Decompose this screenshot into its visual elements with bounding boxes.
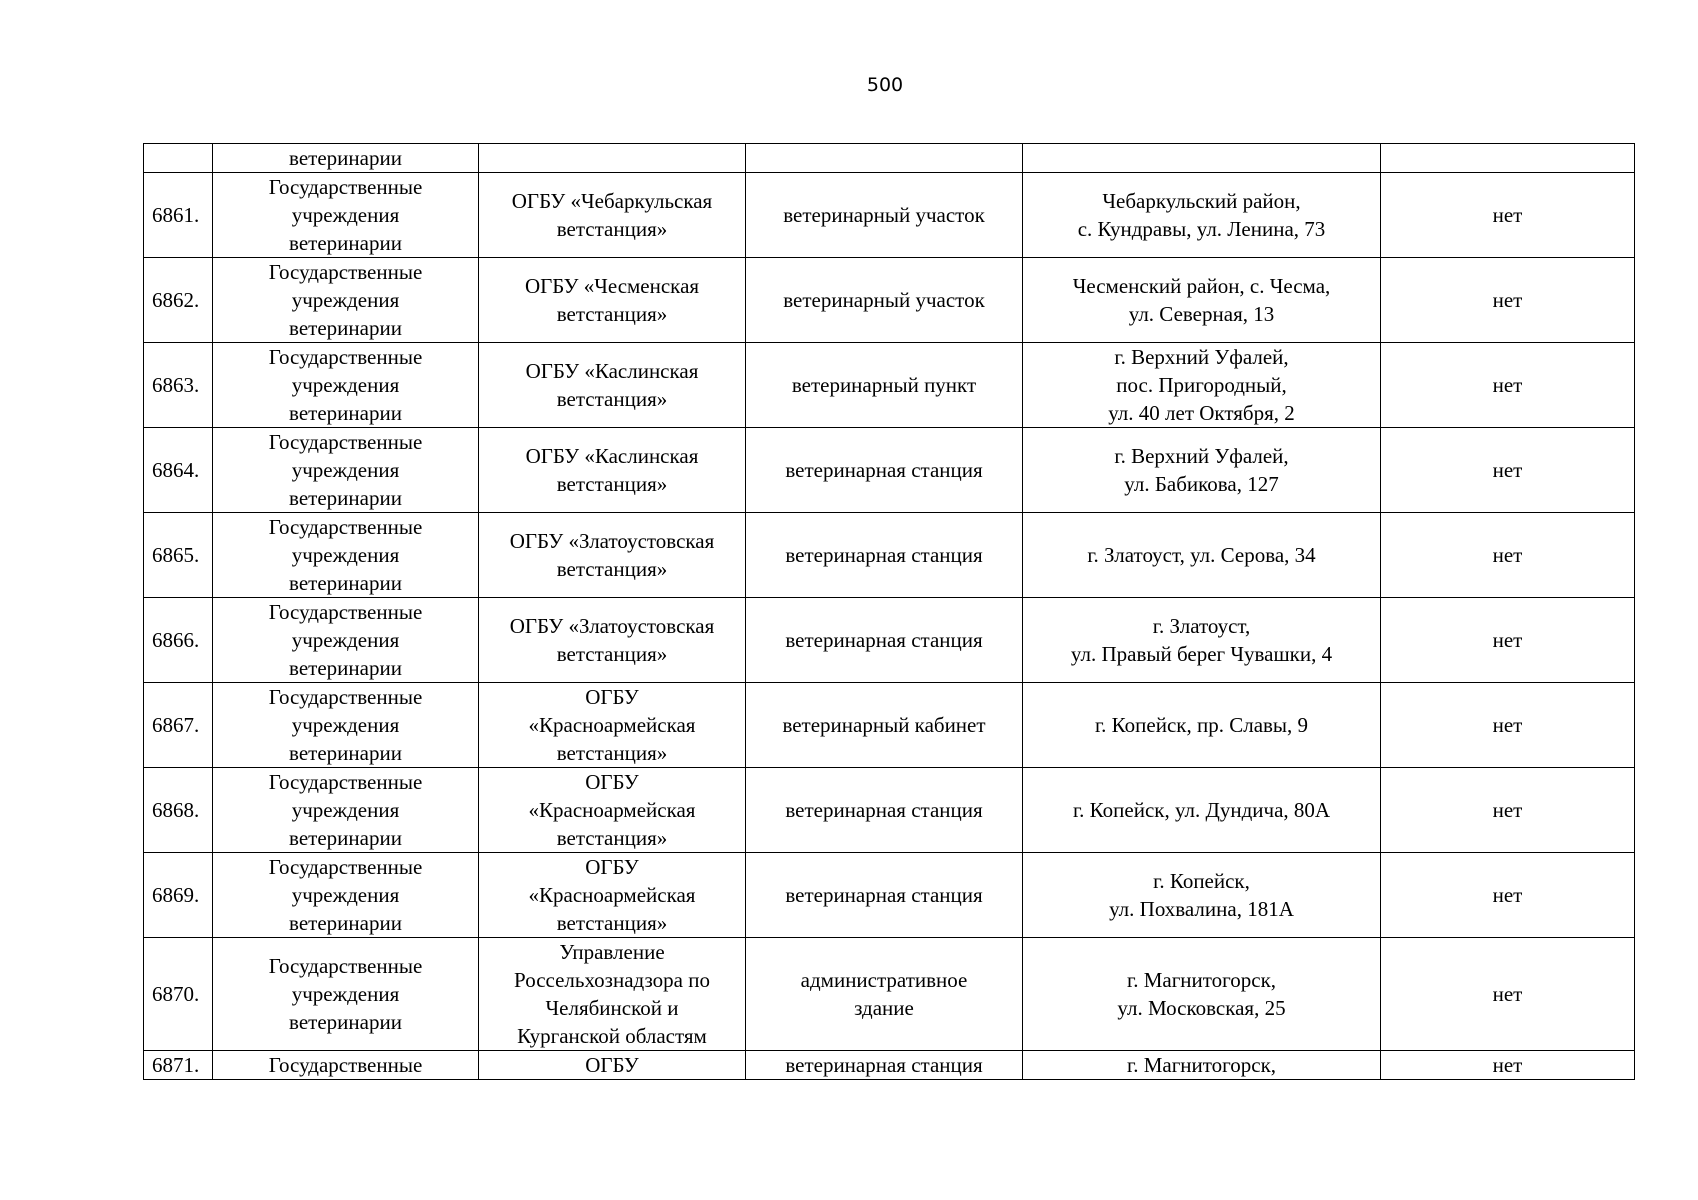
cell-line: ветеринарная станция <box>785 798 983 822</box>
cell-line: учреждения <box>291 458 400 482</box>
cell-line: ветеринарии <box>289 656 402 680</box>
table-row <box>144 938 1635 1051</box>
cell-line: ветстанция» <box>556 217 668 241</box>
cell-line: ул. 40 лет Октября, 2 <box>1108 401 1295 425</box>
cell-num: 6861. <box>144 173 213 258</box>
cell-category <box>213 343 479 428</box>
cell-facility <box>746 173 1023 258</box>
cell-line: ветеринарный участок <box>783 203 985 227</box>
cell-line: Государственные <box>268 954 423 978</box>
cell-line: ветстанция» <box>556 387 668 411</box>
cell-address <box>1023 513 1381 598</box>
cell-line: ветстанция» <box>556 302 668 326</box>
cell-line: ветеринарии <box>289 316 402 340</box>
cell-category <box>213 513 479 598</box>
cell-num <box>144 144 213 173</box>
cell-line: ветеринарии <box>289 1010 402 1034</box>
table-row <box>144 683 1635 768</box>
table-row <box>144 343 1635 428</box>
cell-line: Государственные <box>268 600 423 624</box>
cell-line: Управление <box>559 940 665 964</box>
cell-line: ОГБУ <box>585 770 639 794</box>
cell-line: ул. Московская, 25 <box>1117 996 1286 1020</box>
cell-flag: нет <box>1381 1051 1635 1080</box>
cell-line: г. Златоуст, ул. Серова, 34 <box>1087 543 1316 567</box>
cell-line: учреждения <box>291 288 400 312</box>
cell-line: «Красноармейская <box>528 713 696 737</box>
cell-line: Государственные <box>268 515 423 539</box>
table-row <box>144 258 1635 343</box>
page-number: 500 <box>866 74 904 96</box>
cell-organization <box>479 853 746 938</box>
cell-line: ветстанция» <box>556 741 668 765</box>
table-row <box>144 768 1635 853</box>
cell-line: ОГБУ <box>585 685 639 709</box>
cell-facility <box>746 938 1023 1051</box>
cell-facility <box>746 1051 1023 1080</box>
cell-address <box>1023 258 1381 343</box>
cell-line: Чесменский район, с. Чесма, <box>1072 274 1331 298</box>
cell-organization <box>479 938 746 1051</box>
cell-line: Государственные <box>268 175 423 199</box>
cell-line: ул. Северная, 13 <box>1128 302 1275 326</box>
cell-line: с. Кундравы, ул. Ленина, 73 <box>1077 217 1326 241</box>
cell-category <box>213 683 479 768</box>
cell-line: учреждения <box>291 373 400 397</box>
cell-line: г. Копейск, ул. Дундича, 80А <box>1072 798 1331 822</box>
cell-line: ветеринарная станция <box>785 883 983 907</box>
cell-line: ветеринарии <box>289 571 402 595</box>
cell-category <box>213 144 479 173</box>
cell-category <box>213 1051 479 1080</box>
cell-line: учреждения <box>291 628 400 652</box>
cell-line: Государственные <box>268 260 423 284</box>
cell-address <box>1023 598 1381 683</box>
cell-line: ветеринарии <box>289 911 402 935</box>
table-row <box>144 1051 1635 1080</box>
cell-facility <box>746 853 1023 938</box>
cell-category <box>213 598 479 683</box>
cell-line: ул. Правый берег Чувашки, 4 <box>1070 642 1333 666</box>
cell-flag: нет <box>1381 598 1635 683</box>
cell-line: ОГБУ «Чесменская <box>524 274 700 298</box>
cell-facility <box>746 513 1023 598</box>
cell-address <box>1023 144 1381 173</box>
cell-line: Государственные <box>268 685 423 709</box>
cell-line: ОГБУ «Каслинская <box>525 359 699 383</box>
cell-line: ветеринарный пункт <box>791 373 977 397</box>
cell-line: учреждения <box>291 883 400 907</box>
cell-flag: нет <box>1381 513 1635 598</box>
cell-line: пос. Пригородный, <box>1116 373 1287 397</box>
cell-category <box>213 428 479 513</box>
cell-flag: нет <box>1381 938 1635 1051</box>
cell-line: ветеринарная станция <box>785 1053 983 1077</box>
cell-text: ветеринарии <box>289 146 402 170</box>
cell-address <box>1023 853 1381 938</box>
cell-line: г. Копейск, <box>1153 869 1250 893</box>
cell-line: ветстанция» <box>556 826 668 850</box>
cell-line: ветеринарии <box>289 401 402 425</box>
cell-num: 6864. <box>144 428 213 513</box>
cell-num: 6862. <box>144 258 213 343</box>
table-row <box>144 853 1635 938</box>
cell-flag: нет <box>1381 853 1635 938</box>
cell-line: ОГБУ <box>585 855 639 879</box>
cell-line: г. Копейск, пр. Славы, 9 <box>1094 713 1309 737</box>
cell-organization <box>479 258 746 343</box>
cell-line: Курганской областям <box>517 1024 707 1048</box>
cell-line: Государственные <box>268 770 423 794</box>
cell-line: ОГБУ «Каслинская <box>525 444 699 468</box>
cell-line: ветстанция» <box>556 911 668 935</box>
cell-line: ул. Похвалина, 181А <box>1109 897 1294 921</box>
cell-line: ветеринарная станция <box>785 543 983 567</box>
cell-num: 6870. <box>144 938 213 1051</box>
cell-facility <box>746 343 1023 428</box>
cell-line: «Красноармейская <box>528 798 696 822</box>
cell-category <box>213 853 479 938</box>
cell-line: Челябинской и <box>545 996 679 1020</box>
cell-line: г. Златоуст, <box>1152 614 1251 638</box>
cell-organization <box>479 343 746 428</box>
table-row <box>144 428 1635 513</box>
table-row <box>144 173 1635 258</box>
cell-num: 6871. <box>144 1051 213 1080</box>
cell-line: ветстанция» <box>556 472 668 496</box>
cell-line: ветеринарии <box>289 231 402 255</box>
cell-line: ветеринарный кабинет <box>782 713 986 737</box>
cell-flag <box>1381 144 1635 173</box>
table-row-continuation <box>144 144 1635 173</box>
cell-num: 6866. <box>144 598 213 683</box>
cell-flag: нет <box>1381 258 1635 343</box>
cell-organization <box>479 768 746 853</box>
cell-category <box>213 938 479 1051</box>
table-row <box>144 513 1635 598</box>
cell-organization <box>479 173 746 258</box>
cell-line: Государственные <box>268 430 423 454</box>
cell-facility <box>746 683 1023 768</box>
cell-line: г. Верхний Уфалей, <box>1114 444 1289 468</box>
cell-line: Государственные <box>268 345 423 369</box>
cell-address <box>1023 938 1381 1051</box>
cell-line: здание <box>854 996 914 1020</box>
cell-line: г. Верхний Уфалей, <box>1114 345 1289 369</box>
cell-address <box>1023 173 1381 258</box>
cell-address <box>1023 683 1381 768</box>
cell-flag: нет <box>1381 683 1635 768</box>
cell-facility <box>746 428 1023 513</box>
cell-flag: нет <box>1381 428 1635 513</box>
cell-category <box>213 768 479 853</box>
cell-address <box>1023 1051 1381 1080</box>
cell-line: ОГБУ <box>585 1053 639 1077</box>
cell-line: учреждения <box>291 543 400 567</box>
cell-organization <box>479 144 746 173</box>
cell-organization <box>479 683 746 768</box>
cell-address <box>1023 768 1381 853</box>
cell-num: 6868. <box>144 768 213 853</box>
cell-flag: нет <box>1381 343 1635 428</box>
cell-address <box>1023 343 1381 428</box>
cell-category <box>213 173 479 258</box>
cell-line: ул. Бабикова, 127 <box>1124 472 1279 496</box>
cell-line: ветеринарии <box>289 741 402 765</box>
cell-line: ветеринарный участок <box>783 288 985 312</box>
cell-flag: нет <box>1381 173 1635 258</box>
cell-line: Россельхознадзора по <box>514 968 710 992</box>
cell-facility <box>746 258 1023 343</box>
cell-line: учреждения <box>291 713 400 737</box>
cell-num: 6867. <box>144 683 213 768</box>
cell-line: Государственные <box>268 855 423 879</box>
cell-category <box>213 258 479 343</box>
cell-line: «Красноармейская <box>528 883 696 907</box>
cell-line: ОГБУ «Чебаркульская <box>511 189 713 213</box>
table-row <box>144 598 1635 683</box>
cell-line: учреждения <box>291 982 400 1006</box>
cell-num: 6865. <box>144 513 213 598</box>
cell-facility <box>746 144 1023 173</box>
cell-line: ветстанция» <box>556 557 668 581</box>
cell-line: административное <box>800 968 968 992</box>
cell-organization <box>479 598 746 683</box>
cell-line: ветстанция» <box>556 642 668 666</box>
cell-line: учреждения <box>291 203 400 227</box>
cell-num: 6869. <box>144 853 213 938</box>
cell-line: ветеринарная станция <box>785 458 983 482</box>
cell-organization <box>479 1051 746 1080</box>
cell-line: ветеринарии <box>289 486 402 510</box>
cell-line: г. Магнитогорск, <box>1126 968 1277 992</box>
cell-facility <box>746 768 1023 853</box>
cell-line: ветеринарии <box>289 826 402 850</box>
cell-line: ОГБУ «Златоустовская <box>509 529 715 553</box>
cell-line: Чебаркульский район, <box>1102 189 1301 213</box>
cell-line: Государственные <box>268 1053 423 1077</box>
cell-organization <box>479 428 746 513</box>
cell-line: учреждения <box>291 798 400 822</box>
cell-line: г. Магнитогорск, <box>1126 1053 1277 1077</box>
cell-num: 6863. <box>144 343 213 428</box>
cell-flag: нет <box>1381 768 1635 853</box>
cell-facility <box>746 598 1023 683</box>
registry-table <box>143 143 1635 1080</box>
cell-address <box>1023 428 1381 513</box>
cell-line: ОГБУ «Златоустовская <box>509 614 715 638</box>
cell-line: ветеринарная станция <box>785 628 983 652</box>
cell-organization <box>479 513 746 598</box>
